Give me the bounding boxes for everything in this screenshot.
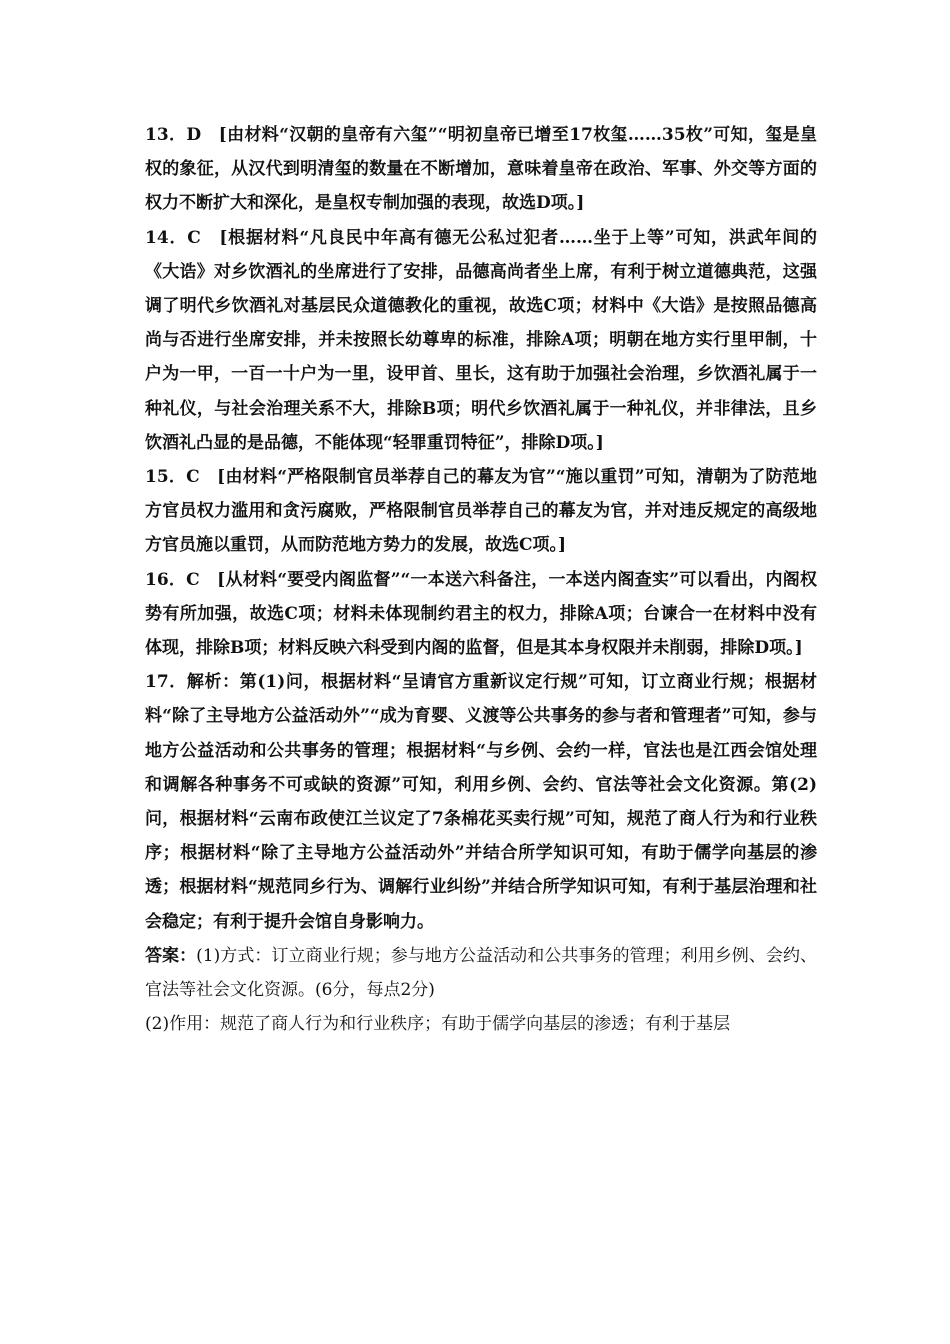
- answer-item-15: 15．C [由材料“严格限制官员举荐自己的幕友为官”“施以重罚”可知，清朝为了防范地方官员权力滥用和贪污腐败，严格限制官员举荐自己的幕友为官，并对违反规定的高级地方官员施以重罚，从而防范地方势力的发展，故选C项。]: [145, 467, 817, 556]
- answer-item-14: 14．C [根据材料“凡良民中年高有德无公私过犯者……坐于上等”可知，洪武年间的《大诰》对乡饮酒礼的坐席进行了安排，品德高尚者坐上席，有利于树立道德典范，这强调了明代乡饮酒礼对基层民众道德教化的重视，故选C项；材料中《大诰》是按照品德高尚与否进行坐席安排，并未按照长幼尊卑的标准，排除A项；明朝在地方实行里甲制，十户为一甲，一百一十户为一里，设甲首、里长，这有助于加强社会治理，乡饮酒礼属于一种礼仪，与社会治理关系不大，排除B项；明代乡饮酒礼属于一种礼仪，并非律法，且乡饮酒礼凸显的是品德，不能体现“轻罪重罚特征”，排除D项。]: [145, 227, 817, 453]
- answer-item-17-part-2: (2)作用：规范了商人行为和行业秩序；有助于儒学向基层的渗透；有利于基层: [145, 1014, 731, 1035]
- answer-item-16: 16．C [从材料“要受内阁监督”“一本送六科备注，一本送内阁查实”可以看出，内阁权势有所加强，故选C项；材料未体现制约君主的权力，排除A项；台谏合一在材料中没有体现，排除B项；材料反映六科受到内阁的监督，但是其本身权限并未削弱，排除D项。]: [145, 569, 817, 659]
- answer-item-17-answer: [145, 939, 817, 1007]
- document-page: [145, 118, 817, 1041]
- answer-label: 答案：: [145, 945, 197, 966]
- answer-item-13: 13．D [由材料“汉朝的皇帝有六玺”“明初皇帝已增至17枚玺……35枚”可知，玺是皇权的象征，从汉代到明清玺的数量在不断增加，意味着皇帝在政治、军事、外交等方面的权力不断扩大和深化，是皇权专制加强的表现，故选D项。]: [145, 125, 817, 214]
- answer-part-1: (1)方式：订立商业行规；参与地方公益活动和公共事务的管理；利用乡例、会约、官法等社会文化资源。(6分，每点2分): [145, 945, 817, 1001]
- answer-item-17-analysis: 17．解析：第(1)问，根据材料“呈请官方重新议定行规”可知，订立商业行规；根据材料“除了主导地方公益活动外”“成为育婴、义渡等公共事务的参与者和管理者”可知，参与地方公益活动和公共事务的管理；根据材料“与乡例、会约一样，官法也是江西会馆处理和调解各种事务不可或缺的资源”可知，利用乡例、会约、官法等社会文化资源。第(2)问，根据材料“云南布政使江兰议定了7条棉花买卖行规”可知，规范了商人行为和行业秩序；根据材料“除了主导地方公益活动外”并结合所学知识可知，有助于儒学向基层的渗透；根据材料“规范同乡行为、调解行业纠纷”并结合所学知识可知，有利于基层治理和社会稳定；有利于提升会馆自身影响力。: [145, 672, 817, 932]
